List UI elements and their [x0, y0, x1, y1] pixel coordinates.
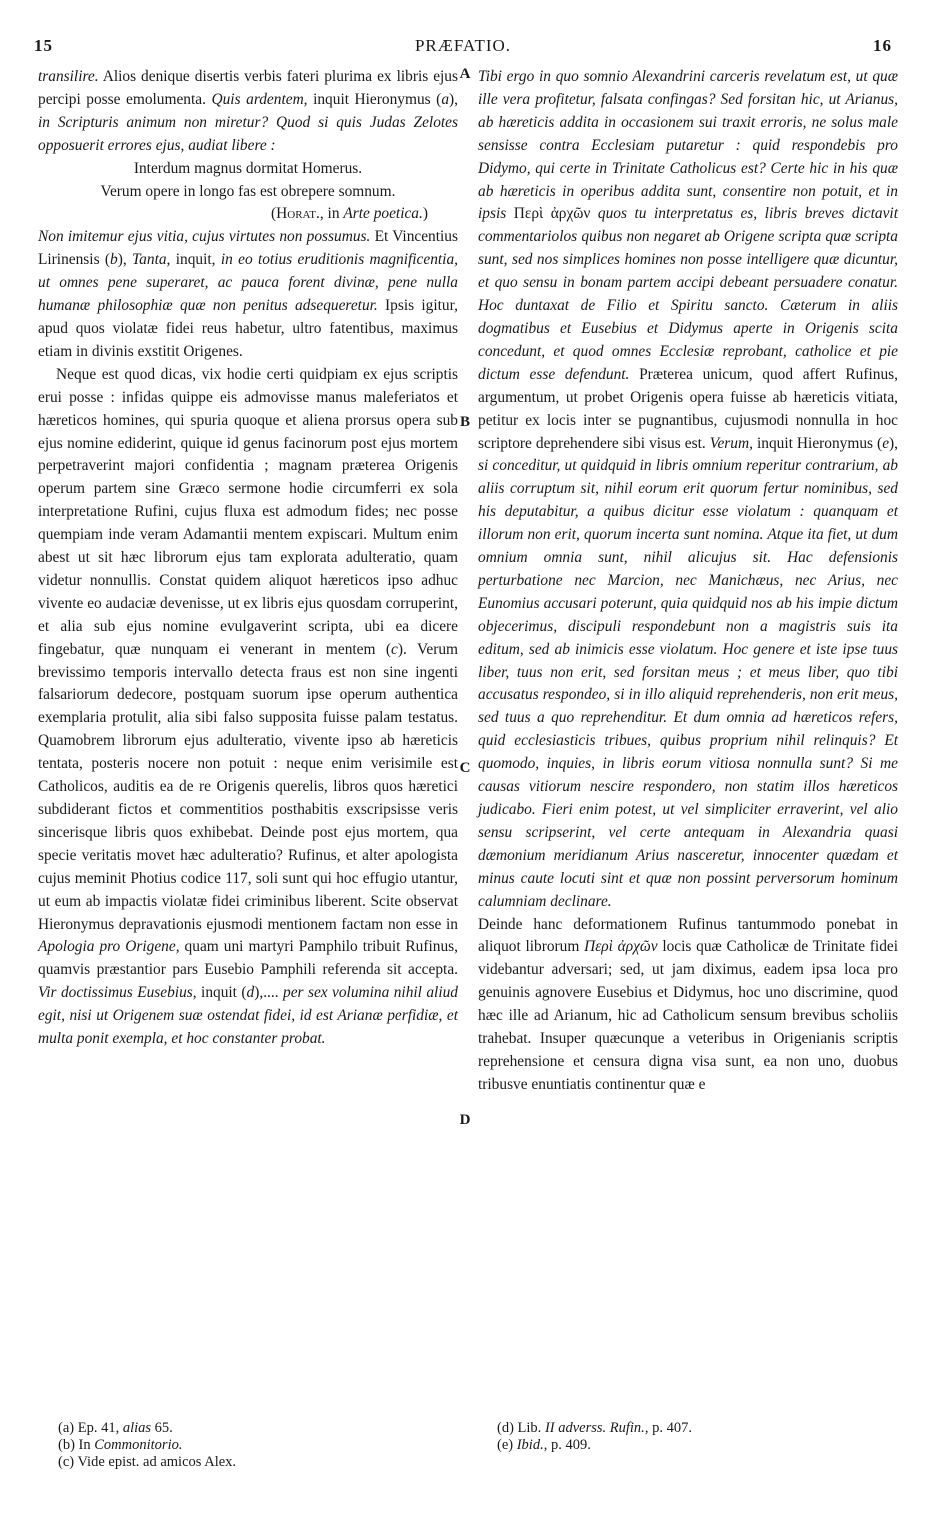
footnote-ref: a: [441, 90, 450, 108]
footnote-ref: e: [882, 434, 890, 452]
paragraph: Deinde hanc deformationem Rufinus tantummodo ponebat in aliquot librorum Περὶ ἀρχῶν locis quæ Catholicæ de Trinitate fidei videbantur adversari; sed, ut jam diximus, eadem ipsa loca pro genuinis agnovere Eusebius et Didymus, hoc uno discrimine, quod hæc ille ad Arianum, hic ad Catholicum sensum brevibus scholiis trahebat. Insuper quæcunque a veteribus in Origenianis scriptis reprehensione et censura digna visa sunt, ea non uno, duobus tribusve enuntiatis continentur quæ e: [478, 915, 899, 1093]
footnote: (d) Lib. II adverss. Rufin., p. 407.: [497, 1420, 692, 1436]
right-column: [478, 66, 898, 1097]
page-header: [34, 36, 892, 60]
greek-text: Περὶ ἀρχῶν: [513, 205, 591, 223]
footnote: (b) In Commonitorio.: [58, 1437, 183, 1453]
verse-citation: (Horat., in Arte poetica.): [271, 205, 428, 223]
verse-line: Verum opere in longo fas est obrepere somnum.: [100, 182, 396, 200]
paragraph: transilire. Alios denique disertis verbis fateri plurima ex libris ejus percipi posse emolumenta. Quis ardentem, inquit Hieronymus (a), in Scripturis animum non miretur? Quod si quis Judas Zelotes opposuerit errores ejus, audiat libere :: [38, 68, 458, 154]
paragraph: Tibi ergo in quo somnio Alexandrini carceris revelatum est, ut quæ ille vera profitetur, falsata confingas? Sed forsitan hic, ut Arianus, ab hæreticis addita in occasionem sui traxit erroris, ne solus male sensisse contra Ecclesiam putaretur : quid respondebis pro Didymo, qui certe in Trinitate Catholicus est? Certe hic in his quæ ab hæreticis in operibus addita sunt, consentire non potuit, et in ipsis Περὶ ἀρχῶν quos tu interpretatus es, libris breves dictavit commentariolos quibus non negaret ab Origene scripta quæ scripta sunt, sed nos simplices homines non posse intelligere quæ dicuntur, et quo sensu in bonam partem accipi debeant persuadere conatur. Hoc duntaxat de Filio et Spiritu sancto. Cæterum in aliis dogmatibus et Eusebius et Didymus aperte in Origenis scita concedunt, et quod omnes Ecclesiæ reprobant, catholice et pie dictum esse defendunt. Præterea unicum, quod affert Rufinus, argumentum, ut probet Origenis opera fuisse ab hæreticis vitiata, petitur ex locis inter se pugnantibus, cujusmodi nonnulla in hoc scriptore deprehendere sibi visus est. Verum, inquit Hieronymus (e), si conceditur, ut quidquid in libris omnium reperitur contrarium, ab aliis corruptum sit, nihil eorum erit quorum fertur nominibus, sed his deputabitur, a quibus dicitur esse violatum : quanquam et illorum non erit, quorum incerta sunt nomina. Atque ita fiet, ut dum omnium omnia sunt, nihil alicujus sit. Hac defensionis perturbatione nec Marcion, nec Manichæus, nec Arius, nec Eunomius accusari poterunt, quia quidquid nos ab his impie dictum objecerimus, discipuli respondebunt non a magistris suis ita editum, sed ab inimicis esse violatum. Hoc genere et iste ipse tuus liber, tuus non erit, sed forsitan meus ; et meus liber, quo tibi accusatus respondeo, si in illo aliquid reprehenderis, non erit meus, sed tuus a quo reprehenditur. Et dum omnia ad hæreticos refers, quid ecclesiasticis tribues, quibus proprium nihil relinquis? Et quomodo, inquies, in libris eorum vitiosa nonnulla sunt? Si me causas vitiorum nescire respondero, non statim illos hæreticos judicabo. Fieri enim potest, ut vel simpliciter erraverint, vel alio sensu scripserint, vel certe antequam in Alexandria quasi dæmonium meridianum Arius nasceretur, innocenter quædam et minus caute locuti sint et quæ non possint perversorum hominum calumniam declinare.: [478, 68, 899, 910]
margin-marker-c: C: [459, 760, 471, 776]
greek-text: Περὶ ἀρχῶν: [584, 938, 658, 956]
left-column: [38, 66, 458, 1051]
margin-marker-a: A: [459, 66, 471, 82]
footnote-ref: c: [391, 640, 398, 658]
footnote-ref: d: [246, 984, 255, 1002]
margin-marker-b: B: [459, 414, 470, 430]
footnote-ref: b: [110, 251, 118, 269]
footnote: (e) Ibid., p. 409.: [497, 1437, 591, 1453]
running-title: PRÆFATIO.: [414, 36, 512, 55]
footnotes-left: [58, 1420, 418, 1471]
footnotes-right: [497, 1420, 877, 1454]
page-number-right: 16: [873, 36, 892, 55]
paragraph: Non imitemur ejus vitia, cujus virtutes non possumus. Et Vincentius Lirinensis (b), Tanta, inquit, in eo totius eruditionis magnificentia, ut omnes pene superaret, ac pauca forent divinæ, pene nulla humanæ philosophiæ quæ non penitus adsequeretur. Ipsis igitur, apud quos violatæ fidei reus habetur, ultro fatentibus, maximus etiam in divinis exstitit Origenes.: [38, 228, 458, 360]
paragraph: Neque est quod dicas, vix hodie certi quidpiam ex ejus scriptis erui posse : infidas quippe eis admovisse manus maleferiatos et hæreticos homines, qui spuria quoque et aliena prorsus opera sub ejus nomine ediderint, quique id genus facinorum post ejus mortem perpetraverint majori confidentia ; magnam præterea Origenis operum partem sine Græco sermone hodie circumferri ex sola interpretatione Rufini, cujus fluxa est admodum fides; nec posse quempiam inde veram Adamantii mentem expiscari. Multum enim abest ut sit hæc librorum ejus tam explorata adulteratio, quam videtur nonnullis. Constat quidem aliquot hæreticos ipso adhuc vivente eo audaciæ devenisse, ut ex libris ejus quosdam corruperint, et alia sub ejus nomine evulgaverint scripta, ubi ea dicere fingebatur, quæ nunquam ei venerant in mentem (c). Verum brevissimo temporis intervallo detecta fraus est non sine ingenti falsariorum dedecore, postquam suorum ipse operum authentica exemplaria protulit, alia sibi falso supposita fuisse palam testatus. Quamobrem librorum ejus adulteratio, vivente ipso ab hæreticis tentata, posteris nocere non potuit : neque enim verisimile est Catholicos, auditis ea de re Origenis querelis, libros quos hæretici subdiderant fictos et commentitios posthabitis exscripsisse veris sincerisque libris quos exhibebat. Deinde post ejus mortem, qua specie veritatis movet hæc adulteratio? Rufinus, et alter apologista cujus meminit Photius codice 117, soli sunt qui hoc effugio utantur, ut eum ab impactis violatæ fidei criminibus liberent. Scite observat Hieronymus depravationis ejusmodi mentionem factam non esse in Apologia pro Origene, quam uni martyri Pamphilo tribuit Rufinus, quamvis præstantior pars Eusebio Pamphili referenda sit accepta. Vir doctissimus Eusebius, inquit (d),.... per sex volumina nihil aliud egit, nisi ut Origenem suæ ostendat fidei, id est Arianæ perfidiæ, et multa ponit exempla, et hoc constanter probat.: [38, 365, 459, 1048]
page-number-left: 15: [34, 36, 53, 55]
footnote: (c) Vide epist. ad amicos Alex.: [58, 1454, 237, 1470]
verse-line: Interdum magnus dormitat Homerus.: [133, 159, 363, 177]
footnote: (a) Ep. 41, alias 65.: [58, 1420, 173, 1436]
margin-marker-d: D: [459, 1112, 471, 1128]
